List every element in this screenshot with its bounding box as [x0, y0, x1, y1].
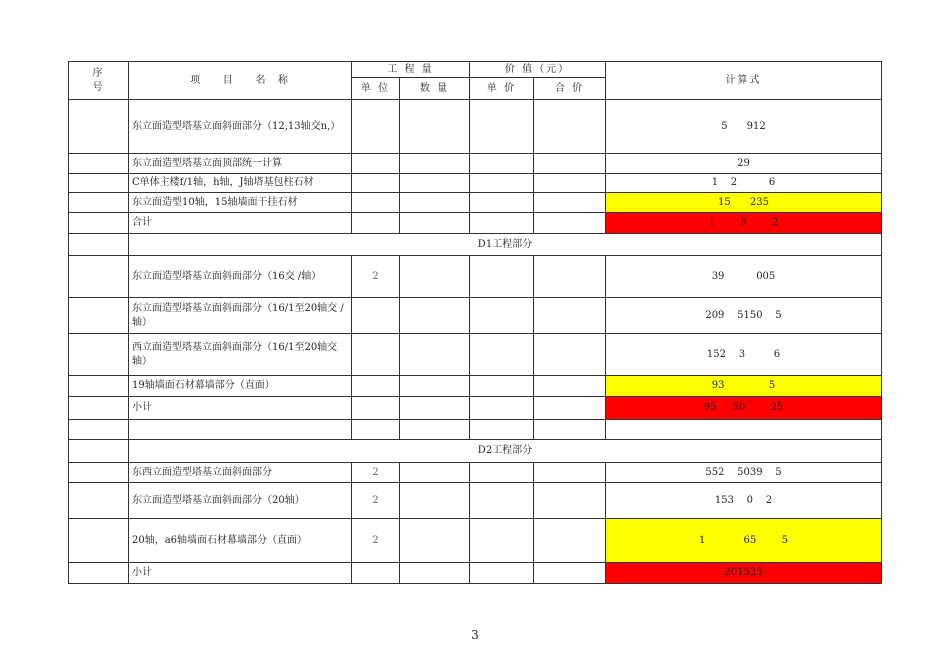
item-name: 东立面造型塔基立面顶部统一计算 [129, 154, 352, 174]
page-number: 3 [471, 628, 479, 642]
seq-cell [69, 298, 129, 334]
header-row-1 [69, 62, 882, 78]
quantity-cell [400, 213, 470, 234]
total-price-cell [534, 100, 606, 154]
table-row [69, 463, 882, 483]
total-price-cell [534, 298, 606, 334]
formula-value: 15 235 [606, 193, 882, 213]
total-price-cell [534, 174, 606, 193]
seq-cell [69, 256, 129, 298]
unit-price-cell [470, 463, 534, 483]
table-row [69, 334, 882, 376]
formula-value: 1 9 2 [606, 213, 882, 234]
unit-value [352, 563, 400, 584]
seq-cell [69, 154, 129, 174]
seq-cell [69, 483, 129, 519]
total-price-cell [534, 463, 606, 483]
item-name-cell [129, 420, 352, 440]
unit-price-cell [470, 420, 534, 440]
total-price-cell [534, 376, 606, 397]
header-item-name: 项 目 名 称 [129, 62, 352, 100]
table-row [69, 256, 882, 298]
total-price-cell [534, 420, 606, 440]
header-value-group: 价 值（元） [470, 62, 606, 78]
formula-value: 201525 [606, 563, 882, 584]
table-row [69, 174, 882, 193]
seq-cell [69, 440, 129, 463]
unit-value [352, 376, 400, 397]
item-name: C单体主楼f/1轴，h轴，J轴塔基包柱石材 [129, 174, 352, 193]
item-name: 小计 [129, 397, 352, 420]
item-name: 合计 [129, 213, 352, 234]
unit-price-cell [470, 154, 534, 174]
table-row [69, 298, 882, 334]
formula-value: 152 3 6 [606, 334, 882, 376]
quantity-cell [400, 193, 470, 213]
total-price-cell [534, 563, 606, 584]
section-title: D1工程部分 [129, 234, 882, 256]
quantity-cell [400, 334, 470, 376]
formula-value: 93 5 [606, 376, 882, 397]
unit-value [352, 100, 400, 154]
formula-value: 153 0 2 [606, 483, 882, 519]
total-price-cell [534, 519, 606, 563]
unit-price-cell [470, 397, 534, 420]
header-unit: 单 位 [352, 78, 400, 100]
item-name: 东立面造型10轴，15轴墙面干挂石材 [129, 193, 352, 213]
seq-cell [69, 174, 129, 193]
header-quantity: 数 量 [400, 78, 470, 100]
blank-row [69, 420, 882, 440]
total-price-cell [534, 154, 606, 174]
formula-value: 29 [606, 154, 882, 174]
quantity-cell [400, 420, 470, 440]
quantity-cell [400, 256, 470, 298]
formula-value: 1 2 6 [606, 174, 882, 193]
table-row [69, 154, 882, 174]
unit-value [352, 193, 400, 213]
quantity-cell [400, 174, 470, 193]
table-row [69, 397, 882, 420]
header-quantity-group: 工 程 量 [352, 62, 470, 78]
item-name: 西立面造型塔基立面斜面部分（16/1至20轴交 轴） [129, 334, 352, 376]
unit-value: 2 [352, 256, 400, 298]
quantity-cell [400, 397, 470, 420]
total-price-cell [534, 334, 606, 376]
unit-price-cell [470, 483, 534, 519]
unit-price-cell [470, 298, 534, 334]
formula-value: 95 50 25 [606, 397, 882, 420]
table-row [69, 483, 882, 519]
total-price-cell [534, 193, 606, 213]
unit-value [352, 154, 400, 174]
table-row [69, 563, 882, 584]
formula-value: 5 912 [606, 100, 882, 154]
unit-value: 2 [352, 463, 400, 483]
unit-value [352, 298, 400, 334]
header-seq: 序 号 [69, 62, 129, 100]
unit-value: 2 [352, 483, 400, 519]
table-row [69, 519, 882, 563]
table-row [69, 213, 882, 234]
seq-cell [69, 213, 129, 234]
formula-value: 209 5150 5 [606, 298, 882, 334]
total-price-cell [534, 213, 606, 234]
item-name: 东立面造型塔基立面斜面部分（12,13轴交n,） [129, 100, 352, 154]
item-name: 小计 [129, 563, 352, 584]
seq-cell [69, 334, 129, 376]
unit-price-cell [470, 174, 534, 193]
quantity-cell [400, 563, 470, 584]
unit-value [352, 213, 400, 234]
seq-cell [69, 193, 129, 213]
seq-cell [69, 463, 129, 483]
formula-value: 552 5039 5 [606, 463, 882, 483]
section-row [69, 234, 882, 256]
quantity-cell [400, 376, 470, 397]
unit-value [352, 174, 400, 193]
unit-price-cell [470, 519, 534, 563]
unit-price-cell [470, 376, 534, 397]
quantity-table [68, 61, 882, 584]
unit-price-cell [470, 100, 534, 154]
unit-price-cell [470, 213, 534, 234]
unit-cell [352, 420, 400, 440]
quantity-cell [400, 154, 470, 174]
header-total-price: 合 价 [534, 78, 606, 100]
quantity-cell [400, 483, 470, 519]
item-name: 19轴墙面石材幕墙部分（直面） [129, 376, 352, 397]
item-name: 东立面造型塔基立面斜面部分（16/1至20轴交 /轴） [129, 298, 352, 334]
header-unit-price: 单 价 [470, 78, 534, 100]
unit-price-cell [470, 256, 534, 298]
formula-value: 1 65 5 [606, 519, 882, 563]
seq-cell [69, 397, 129, 420]
total-price-cell [534, 397, 606, 420]
item-name: 东立面造型塔基立面斜面部分（20轴） [129, 483, 352, 519]
quantity-cell [400, 100, 470, 154]
unit-price-cell [470, 563, 534, 584]
unit-price-cell [470, 193, 534, 213]
seq-cell [69, 376, 129, 397]
seq-cell [69, 234, 129, 256]
quantity-cell [400, 463, 470, 483]
item-name: 东立面造型塔基立面斜面部分（16交 /轴） [129, 256, 352, 298]
quantity-cell [400, 519, 470, 563]
table-row [69, 376, 882, 397]
section-row [69, 440, 882, 463]
seq-cell [69, 100, 129, 154]
table-row [69, 100, 882, 154]
quantity-cell [400, 298, 470, 334]
total-price-cell [534, 483, 606, 519]
total-price-cell [534, 256, 606, 298]
item-name: 东西立面造型塔基立面斜面部分 [129, 463, 352, 483]
formula-value: 39 005 [606, 256, 882, 298]
item-name: 20轴，a6轴墙面石材幕墙部分（直面） [129, 519, 352, 563]
seq-cell [69, 563, 129, 584]
seq-cell [69, 420, 129, 440]
seq-cell [69, 519, 129, 563]
unit-value [352, 334, 400, 376]
header-formula: 计算式 [606, 62, 882, 100]
unit-price-cell [470, 334, 534, 376]
formula-cell [606, 420, 882, 440]
unit-value [352, 397, 400, 420]
section-title: D2工程部分 [129, 440, 882, 463]
unit-value: 2 [352, 519, 400, 563]
table-row [69, 193, 882, 213]
